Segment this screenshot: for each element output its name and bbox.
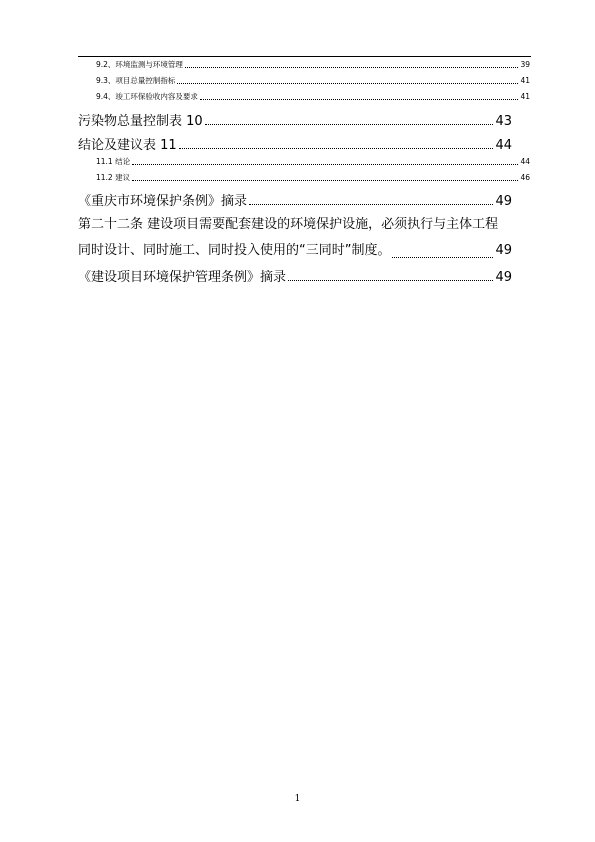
dot-leader xyxy=(179,148,494,149)
toc-entry-label: 结论及建议表 11 xyxy=(78,138,177,153)
toc-entry-construction-project-regulation[interactable] xyxy=(78,266,512,285)
page-number: 1 xyxy=(294,794,301,804)
toc-entry-conclusion-table[interactable] xyxy=(78,134,512,153)
toc-entry-page: 46 xyxy=(520,173,530,182)
article-22-line1: 第二十二条 建设项目需要配套建设的环境保护设施，必须执行与主体工程 xyxy=(78,217,499,232)
toc-entry-page: 49 xyxy=(495,243,512,258)
toc-entry-label: 9.2、环境监测与环境管理 xyxy=(96,60,183,69)
dot-leader xyxy=(177,83,518,84)
dot-leader xyxy=(205,124,494,125)
toc-entry-label: 《重庆市环境保护条例》摘录 xyxy=(78,194,248,209)
toc-entry-label: 11.2 建议 xyxy=(96,173,131,182)
dot-leader xyxy=(200,99,519,100)
toc-entry-page: 39 xyxy=(520,60,530,69)
toc-entry-pollutant-control-table[interactable] xyxy=(78,110,512,129)
toc-entry-9-4[interactable] xyxy=(96,91,530,102)
toc-entry-page: 41 xyxy=(520,92,530,101)
toc-entry-label: 11.1 结论 xyxy=(96,157,131,166)
toc-entry-page: 43 xyxy=(495,114,512,129)
toc-entry-9-2[interactable] xyxy=(96,59,530,70)
toc-entry-label: 9.3、项目总量控制指标 xyxy=(96,76,176,85)
article-22-line2: 同时设计、同时施工、同时投入使用的“三同时”制度。 xyxy=(78,243,391,258)
dot-leader xyxy=(392,257,493,258)
toc-entry-page: 44 xyxy=(520,157,530,166)
toc-entry-page: 49 xyxy=(495,270,512,285)
toc-entry-11-2[interactable] xyxy=(96,172,530,183)
dot-leader xyxy=(249,204,493,205)
dot-leader xyxy=(185,67,519,68)
toc-entry-page: 49 xyxy=(495,194,512,209)
toc-entry-label: 污染物总量控制表 10 xyxy=(78,114,203,129)
toc-entry-9-3[interactable] xyxy=(96,75,530,86)
toc-entry-label: 《建设项目环境保护管理条例》摘录 xyxy=(78,270,287,285)
dot-leader xyxy=(288,280,493,281)
header-rule xyxy=(78,56,531,57)
toc-entry-page: 44 xyxy=(495,138,512,153)
toc-entry-label: 9.4、竣工环保验收内容及要求 xyxy=(96,92,198,101)
toc-entry-article-22[interactable] xyxy=(78,212,530,264)
dot-leader xyxy=(132,180,518,181)
toc-entry-11-1[interactable] xyxy=(96,156,530,167)
toc-entry-page: 41 xyxy=(520,76,530,85)
dot-leader xyxy=(132,164,518,165)
toc-entry-chongqing-regulation[interactable] xyxy=(78,190,512,209)
